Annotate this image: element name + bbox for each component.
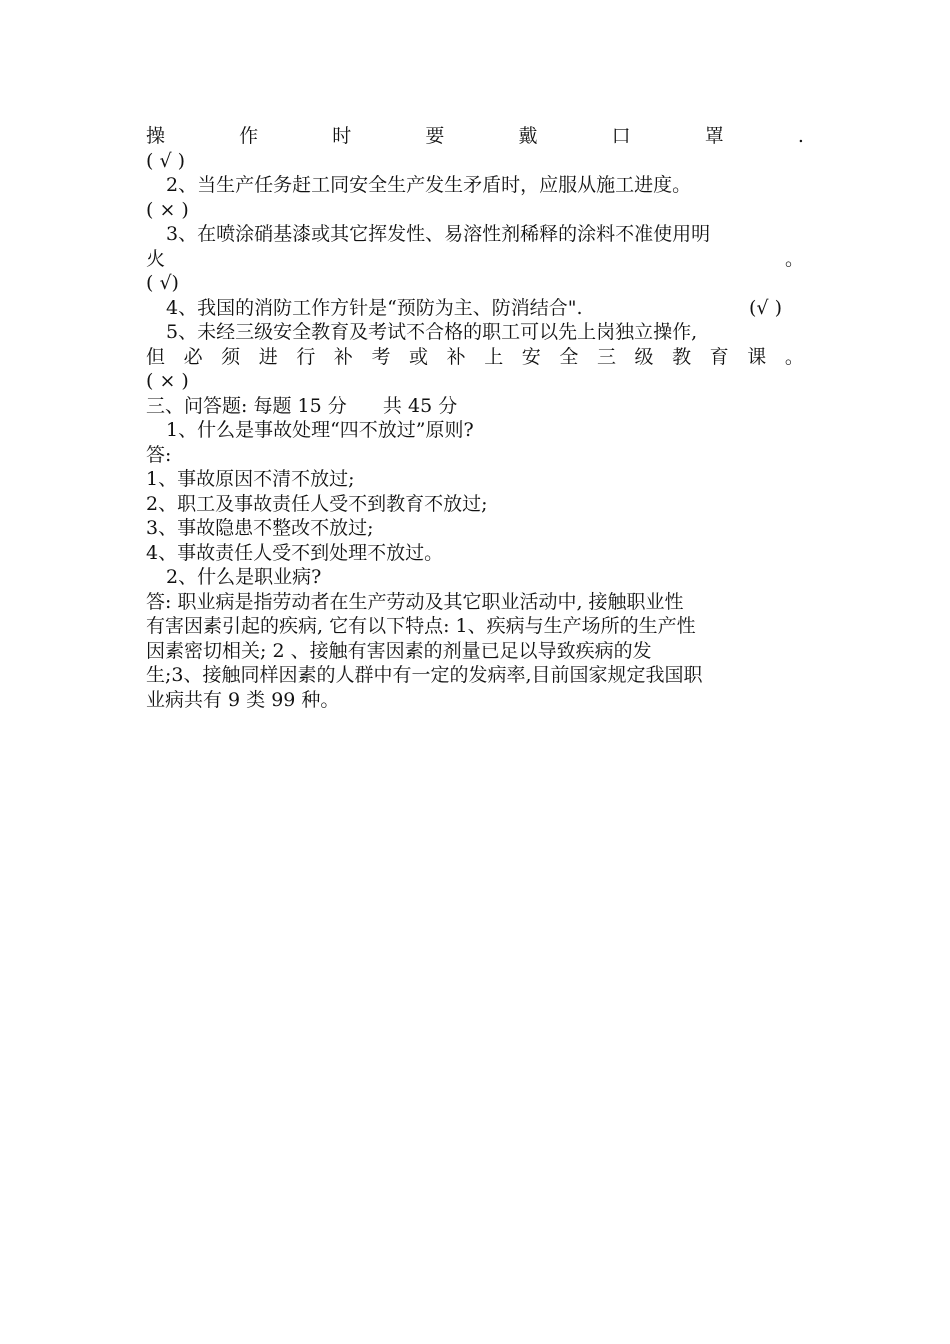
q2-answer-line-5: 业病共有 9 类 99 种。 [146,688,340,711]
tf-item-2-mark: ( × ) [146,198,189,221]
char: 必 [183,345,203,368]
char: 教 [672,345,692,368]
char: 罩 [704,125,724,147]
char: 课 [747,345,767,368]
char: 三 [596,345,616,368]
q2-answer-line-3: 因素密切相关; 2 、接触有害因素的剂量已足以导致疾病的发 [146,639,652,662]
char: 育 [709,345,729,368]
char: 进 [258,345,278,368]
char: 级 [634,345,654,368]
char: 操 [146,125,166,147]
char: 口 [611,125,631,147]
q2-answer-line-2: 有害因素引起的疾病, 它有以下特点: 1、疾病与生产场所的生产性 [146,615,696,637]
char: . [797,125,804,147]
char: 作 [239,125,259,147]
tf-item-5-spread [146,345,804,370]
char: 全 [559,345,579,368]
tf-item-2-text: 2、当生产任务赶工同安全生产发生矛盾时，应服从施工进度。 [166,174,692,196]
char: 但 [146,345,166,368]
tf-item-5-text: 5、未经三级安全教育及考试不合格的职工可以先上岗独立操作, [166,321,698,343]
q1-answer-2: 2、职工及事故责任人受不到教育不放过; [146,492,488,515]
q1-answer-1: 1、事故原因不清不放过; [146,468,355,490]
char: 须 [221,345,241,368]
q1-answer-4: 4、事故责任人受不到处理不放过。 [146,541,444,564]
q1-answer-label: 答: [146,443,172,466]
q2-answer-line-1: 答: 职业病是指劳动者在生产劳动及其它职业活动中, 接触职业性 [146,590,684,613]
char: 。 [784,345,804,368]
tf-item-4-row [146,296,804,321]
tf-item-4-mark: (√ ) [749,296,782,319]
tf-item-4-text: 4、我国的消防工作方针是“预防为主、防消结合". [166,296,583,319]
tf-item-1-mark: ( √ ) [146,149,186,172]
tf-item-3-continuation [146,247,804,272]
char: 戴 [518,125,538,147]
q2-answer-line-4: 生;3、接触同样因素的人群中有一定的发病率,目前国家规定我国职 [146,664,703,686]
char: 安 [521,345,541,368]
tf-item-3-text: 3、在喷涂硝基漆或其它挥发性、易溶性剂稀释的涂料不准使用明 [166,223,711,245]
char: 或 [409,345,429,368]
char: 要 [425,125,445,147]
char: 行 [296,345,316,368]
tf-item-5-mark: ( × ) [146,370,189,392]
tf-item-3-mark: ( √) [146,272,179,294]
q2-question: 2、什么是职业病? [166,566,322,588]
tf-item-1-text [146,124,804,149]
document-page [146,124,804,712]
q1-question: 1、什么是事故处理“四不放过”原则? [166,419,474,441]
q1-answer-3: 3、事故隐患不整改不放过; [146,517,374,539]
char: 补 [333,345,353,368]
tf-item-3-cont: 火 [146,247,166,270]
char: 时 [332,125,352,147]
tf-item-3-cont-end: 。 [784,247,804,270]
char: 补 [446,345,466,368]
section-3-heading: 三、问答题: 每题 15 分 共 45 分 [146,394,458,417]
char: 考 [371,345,391,368]
char: 上 [484,345,504,368]
